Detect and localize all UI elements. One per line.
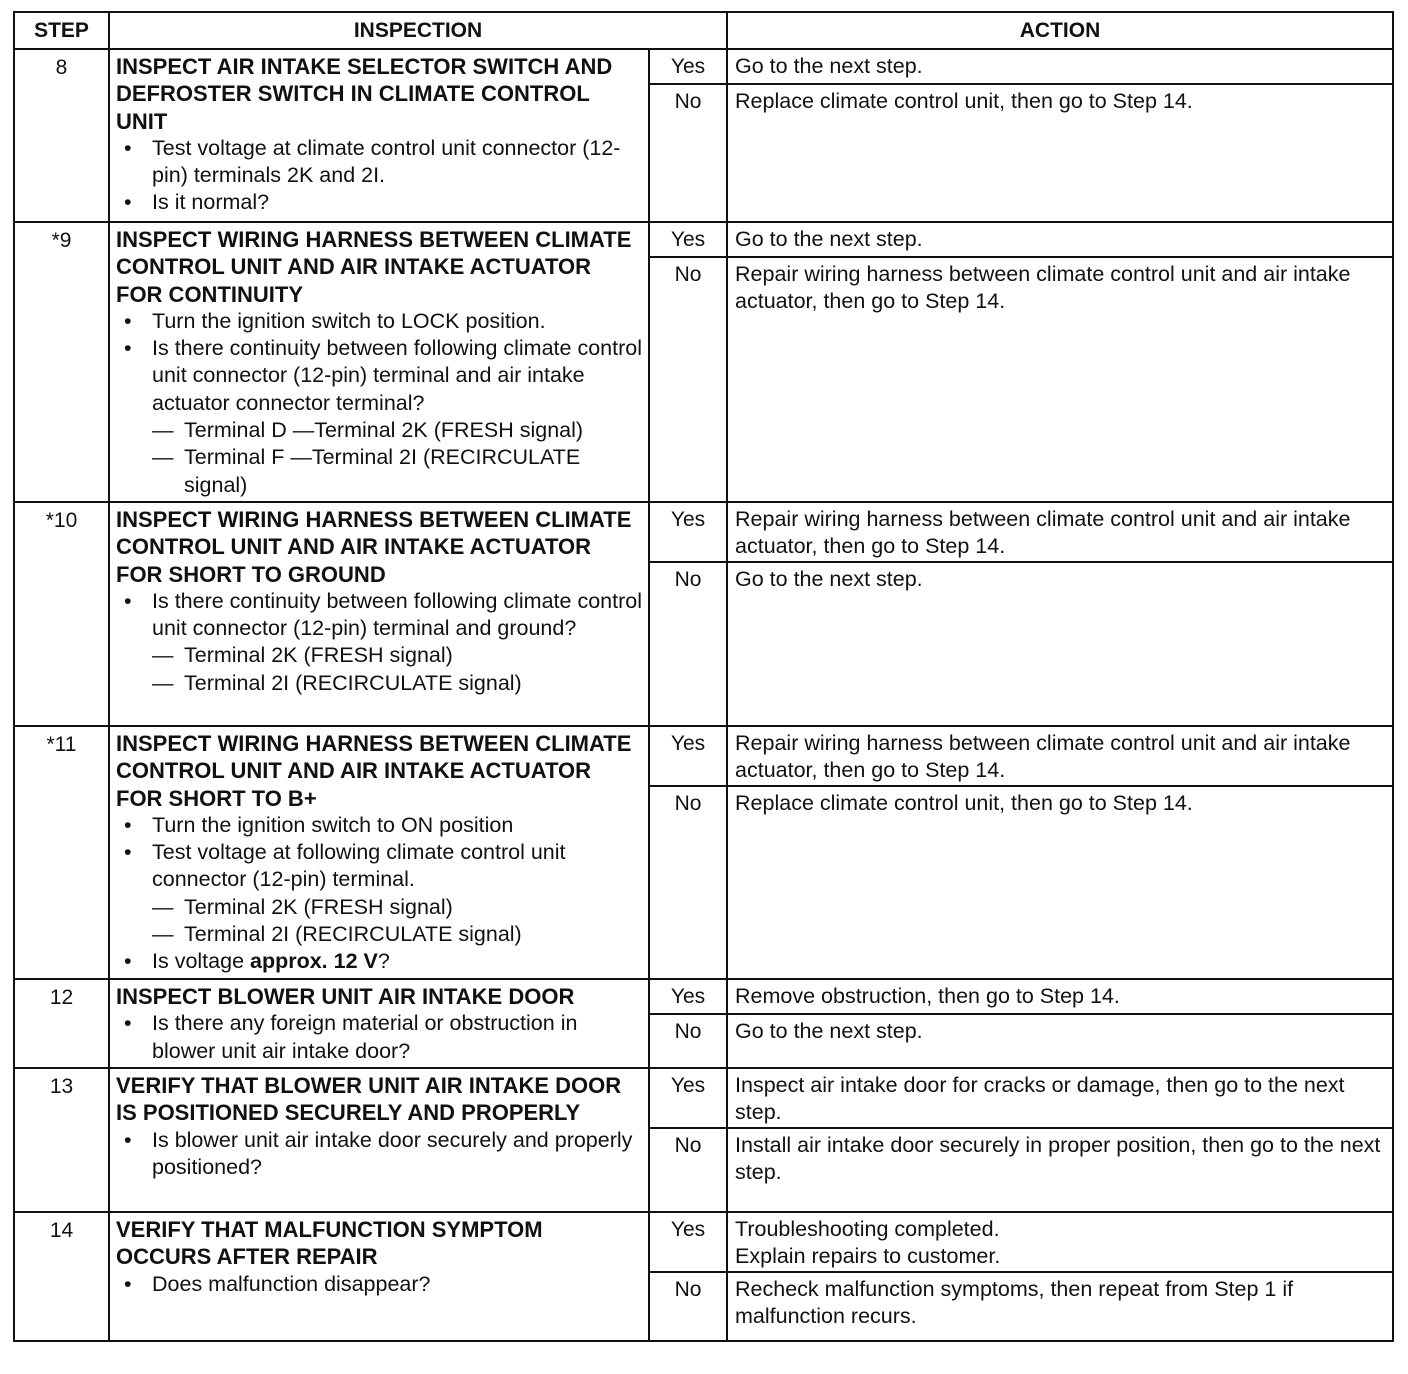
yes-label: Yes	[649, 1212, 727, 1272]
no-action	[727, 1014, 1393, 1068]
inspection-bullet	[116, 948, 642, 975]
inspection-cell	[109, 222, 649, 502]
bullet-text: Is there continuity between following climate control unit connector (12-pin) terminal and air intake actuator connector terminal?	[152, 336, 642, 415]
header-row	[14, 12, 1393, 49]
inspection-cell	[109, 502, 649, 726]
action-text: Go to the next step.	[735, 566, 923, 591]
no-label: No	[649, 1014, 727, 1068]
step-number: 8	[14, 49, 109, 222]
no-action	[727, 257, 1393, 502]
inspection-title: VERIFY THAT MALFUNCTION SYMPTOM OCCURS AFTER REPAIR	[116, 1216, 543, 1270]
terminal-list	[152, 642, 642, 697]
terminal-list	[152, 894, 642, 949]
yes-action	[727, 502, 1393, 562]
action-text: Install air intake door securely in proper position, then go to the next step.	[735, 1132, 1381, 1185]
table-row	[14, 1068, 1393, 1128]
inspection-cell	[109, 1068, 649, 1212]
inspection-bullet	[116, 189, 642, 216]
no-action	[727, 1128, 1393, 1212]
step-number: *11	[14, 726, 109, 979]
action-text: Replace climate control unit, then go to Step 14.	[735, 89, 1193, 113]
terminal-item: — Terminal 2I (RECIRCULATE signal)	[152, 921, 642, 948]
inspection-title: INSPECT WIRING HARNESS BETWEEN CLIMATE CONTROL UNIT AND AIR INTAKE ACTUATOR FOR SHORT TO B+	[116, 730, 632, 811]
yes-label: Yes	[649, 726, 727, 786]
step-number: 12	[14, 979, 109, 1068]
yes-label: Yes	[649, 502, 727, 562]
bullet-text-after: ?	[377, 949, 390, 974]
no-action	[727, 786, 1393, 979]
inspection-cell	[109, 1212, 649, 1341]
inspection-bullet-list	[116, 308, 642, 499]
header-inspection: INSPECTION	[109, 12, 727, 49]
yes-action	[727, 979, 1393, 1014]
inspection-title: INSPECT WIRING HARNESS BETWEEN CLIMATE CONTROL UNIT AND AIR INTAKE ACTUATOR FOR CONTINUITY	[116, 227, 632, 307]
action-text: Remove obstruction, then go to Step 14.	[735, 983, 1120, 1008]
no-label: No	[649, 257, 727, 502]
table-row	[14, 726, 1393, 786]
action-text: Inspect air intake door for cracks or damage, then go to the next step.	[735, 1072, 1345, 1125]
no-action	[727, 562, 1393, 726]
inspection-bullet	[116, 839, 642, 948]
inspection-bullet	[116, 588, 642, 697]
inspection-bullet-list	[116, 1010, 642, 1065]
table-body	[14, 49, 1393, 1341]
inspection-bullet-list	[116, 588, 642, 697]
header-step: STEP	[14, 12, 109, 49]
action-text: Explain repairs to customer.	[735, 1244, 1001, 1269]
inspection-cell	[109, 49, 649, 222]
step-number: *9	[14, 222, 109, 502]
table-row	[14, 49, 1393, 84]
yes-action	[727, 49, 1393, 84]
inspection-bullet	[116, 1127, 642, 1182]
step-number: *10	[14, 502, 109, 726]
action-text: Repair wiring harness between climate control unit and air intake actuator, then go to Step 14.	[735, 506, 1351, 559]
inspection-bullet-list	[116, 812, 642, 976]
terminal-item: — Terminal F —Terminal 2I (RECIRCULATE signal)	[152, 444, 642, 499]
action-text: Troubleshooting completed.	[735, 1216, 1000, 1241]
inspection-bullet	[116, 812, 642, 839]
terminal-item: — Terminal 2K (FRESH signal)	[152, 642, 642, 669]
bullet-text: Is blower unit air intake door securely and properly positioned?	[152, 1127, 633, 1179]
inspection-bullet	[116, 135, 642, 190]
yes-label: Yes	[649, 979, 727, 1014]
yes-action	[727, 1068, 1393, 1128]
inspection-title: INSPECT WIRING HARNESS BETWEEN CLIMATE CONTROL UNIT AND AIR INTAKE ACTUATOR FOR SHORT TO GROUND	[116, 506, 632, 587]
yes-label: Yes	[649, 1068, 727, 1128]
terminal-list	[152, 417, 642, 499]
yes-action	[727, 726, 1393, 786]
bullet-bold-value: approx. 12 V	[250, 949, 378, 974]
bullet-text: Turn the ignition switch to ON position	[152, 812, 514, 837]
bullet-text: Test voltage at following climate control unit connector (12-pin) terminal.	[152, 840, 566, 892]
inspection-bullet	[116, 1010, 642, 1065]
inspection-bullet-list	[116, 135, 642, 217]
bullet-text: Test voltage at climate control unit connector (12-pin) terminals 2K and 2I.	[152, 135, 621, 188]
step-number: 13	[14, 1068, 109, 1212]
no-label: No	[649, 562, 727, 726]
no-label: No	[649, 1128, 727, 1212]
no-label: No	[649, 1272, 727, 1341]
bullet-text: Turn the ignition switch to LOCK position.	[152, 308, 546, 333]
table-row	[14, 1212, 1393, 1272]
troubleshooting-table	[13, 11, 1394, 1342]
yes-action	[727, 222, 1393, 257]
action-text: Go to the next step.	[735, 54, 923, 78]
no-action	[727, 1272, 1393, 1341]
inspection-bullet	[116, 1271, 642, 1298]
bullet-text: Is there any foreign material or obstruction in blower unit air intake door?	[152, 1011, 578, 1063]
step-number: 14	[14, 1212, 109, 1341]
table-row	[14, 502, 1393, 562]
bullet-text: Does malfunction disappear?	[152, 1271, 431, 1296]
inspection-cell	[109, 726, 649, 979]
no-action	[727, 84, 1393, 222]
yes-action	[727, 1212, 1393, 1272]
troubleshooting-table-container	[13, 11, 1392, 1342]
action-text: Go to the next step.	[735, 227, 923, 251]
inspection-title: VERIFY THAT BLOWER UNIT AIR INTAKE DOOR IS POSITIONED SECURELY AND PROPERLY	[116, 1072, 622, 1126]
inspection-title: INSPECT BLOWER UNIT AIR INTAKE DOOR	[116, 983, 575, 1009]
action-text: Recheck malfunction symptoms, then repeat from Step 1 if malfunction recurs.	[735, 1276, 1294, 1329]
table-row	[14, 222, 1393, 257]
action-text: Repair wiring harness between climate control unit and air intake actuator, then go to Step 14.	[735, 730, 1351, 783]
yes-label: Yes	[649, 49, 727, 84]
action-text: Replace climate control unit, then go to Step 14.	[735, 790, 1193, 815]
no-label: No	[649, 786, 727, 979]
inspection-bullet-list	[116, 1271, 642, 1298]
action-text: Repair wiring harness between climate control unit and air intake actuator, then go to Step 14.	[735, 262, 1351, 314]
bullet-text: Is there continuity between following climate control unit connector (12-pin) terminal and ground?	[152, 588, 642, 641]
inspection-bullet-list	[116, 1127, 642, 1182]
inspection-bullet	[116, 335, 642, 499]
table-row	[14, 979, 1393, 1014]
inspection-bullet	[116, 308, 642, 335]
action-text: Go to the next step.	[735, 1018, 923, 1043]
no-label: No	[649, 84, 727, 222]
bullet-text: Is it normal?	[152, 190, 270, 215]
yes-label: Yes	[649, 222, 727, 257]
header-action: ACTION	[727, 12, 1393, 49]
terminal-item: — Terminal 2I (RECIRCULATE signal)	[152, 670, 642, 697]
terminal-item: — Terminal D —Terminal 2K (FRESH signal)	[152, 417, 642, 444]
inspection-cell	[109, 979, 649, 1068]
terminal-item: — Terminal 2K (FRESH signal)	[152, 894, 642, 921]
inspection-title: INSPECT AIR INTAKE SELECTOR SWITCH AND DEFROSTER SWITCH IN CLIMATE CONTROL UNIT	[116, 54, 613, 134]
bullet-text: Is voltage	[152, 949, 250, 974]
